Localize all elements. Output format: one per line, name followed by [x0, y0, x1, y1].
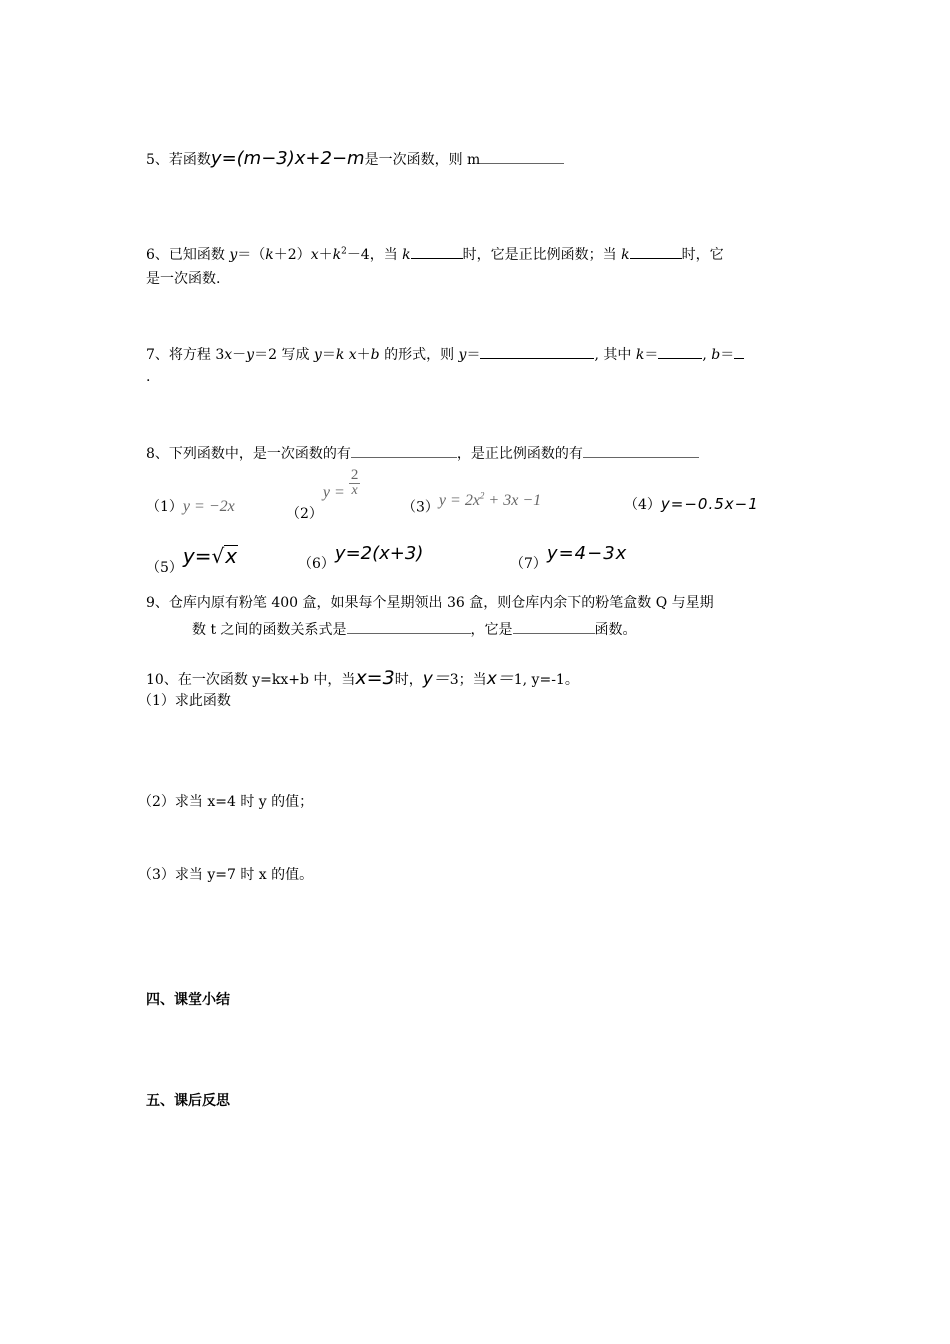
option-sup: 2	[479, 491, 485, 501]
section-4-heading: 四、课堂小结	[146, 992, 230, 1008]
q7-text: ＝	[720, 347, 735, 363]
q6-var: y	[229, 247, 238, 263]
section-5-heading: 五、课后反思	[146, 1093, 230, 1109]
q10-sub1-text: （1）求此函数	[138, 693, 231, 709]
fraction	[349, 468, 361, 498]
q5-prefix: 5、若函数	[146, 152, 211, 168]
question-6-line2	[146, 272, 220, 286]
q9-text: 函数。	[594, 622, 637, 638]
sqrt-radicand: x	[225, 544, 238, 568]
q10-sub2-text: （2）求当 x=4 时 y 的值；	[138, 794, 314, 810]
q6-text: 时，它是正比例函数；当	[462, 247, 622, 263]
q6-text: ＋	[318, 247, 333, 263]
fraction-denominator: x	[351, 483, 358, 498]
q10-sub3-text: （3）求当 y=7 时 x 的值。	[138, 867, 314, 883]
q8-option-2	[286, 467, 360, 522]
q7-blank-b[interactable]	[734, 346, 744, 359]
q7-blank-y[interactable]	[480, 346, 594, 359]
question-7-line1	[146, 346, 744, 362]
option-label: （1）	[146, 499, 183, 515]
q10-math: x=3	[355, 667, 395, 689]
q10-text: 3；当	[449, 672, 487, 688]
q7-text: ＝	[466, 347, 481, 363]
q10-sub-3	[138, 868, 313, 882]
q8-option-1	[146, 499, 235, 515]
q7-text: ＝	[321, 347, 336, 363]
q6-text: －4，当	[346, 247, 403, 263]
q6-var: k	[332, 247, 342, 263]
q10-sub-1	[138, 694, 231, 708]
q7-text: －	[232, 347, 247, 363]
q6-sup: 2	[341, 246, 347, 257]
q7-text: ＋	[356, 347, 371, 363]
section-class-summary	[146, 993, 230, 1007]
q6-var: x	[310, 247, 319, 263]
q8-text: ，是正比例函数的有	[456, 446, 583, 462]
q7-text: , 其中	[594, 347, 636, 363]
option-expr: y=2(x+3)	[334, 543, 424, 564]
q7-var: y	[313, 347, 322, 363]
question-5	[146, 150, 564, 168]
q8-option-7	[510, 543, 628, 572]
q10-text: 1, y=-1。	[513, 672, 579, 688]
q7-line2-text: .	[146, 369, 151, 385]
q7-blank-k[interactable]	[658, 346, 702, 359]
q10-text: 10、在一次函数 y=kx+b 中，当	[146, 672, 356, 688]
q8-option-4	[624, 497, 759, 512]
option-expr: y =	[322, 484, 345, 501]
q10-math: x＝	[486, 669, 514, 689]
q7-var: y	[458, 347, 467, 363]
q8-blank-linear[interactable]	[351, 445, 457, 458]
q7-var: b	[711, 347, 721, 363]
q7-var: k	[635, 347, 645, 363]
q7-var: b	[370, 347, 380, 363]
option-label: （4）	[624, 497, 661, 513]
q8-text: 8、下列函数中，是一次函数的有	[146, 446, 351, 462]
q8-option-3	[402, 491, 542, 516]
q5-formula: y=(m−3)x+2−m	[210, 148, 365, 169]
section-after-class-reflection	[146, 1094, 230, 1108]
q7-var: y	[246, 347, 255, 363]
option-expr: y = −2x	[182, 498, 235, 515]
q7-var: x	[224, 347, 233, 363]
q5-answer-blank[interactable]	[480, 151, 564, 164]
fraction-numerator: 2	[350, 467, 359, 483]
question-8	[146, 445, 699, 461]
question-7-line2	[146, 370, 150, 384]
question-9-line1	[146, 596, 714, 610]
option-expr	[439, 492, 541, 509]
q7-text: ＝	[644, 347, 659, 363]
q7-text: ,	[702, 347, 712, 363]
q9-blank-type[interactable]	[513, 621, 595, 634]
q7-text: 7、将方程 3	[146, 347, 225, 363]
option-expr: y=4−3x	[546, 543, 628, 564]
q10-text: 时，	[394, 672, 423, 688]
q6-blank-2[interactable]	[630, 246, 682, 259]
q6-text: ＋2）	[273, 247, 311, 263]
q6-var: k	[621, 247, 630, 263]
question-10	[146, 669, 579, 688]
q6-text: 6、已知函数	[146, 247, 230, 263]
option-expr-b: + 3x −1	[484, 492, 542, 510]
q10-sub-2	[138, 795, 313, 809]
q10-math: y＝	[422, 669, 450, 689]
option-label: （7）	[510, 556, 547, 572]
q5-suffix: 是一次函数，则 m	[364, 152, 481, 168]
q6-blank-1[interactable]	[411, 246, 463, 259]
sqrt-icon: √	[211, 544, 225, 568]
q7-text: 的形式，则	[379, 347, 459, 363]
q8-blank-proportional[interactable]	[583, 445, 699, 458]
option-expr: y=−0.5x−1	[660, 495, 759, 513]
q7-var: x	[348, 347, 357, 363]
q9-text: 数 t 之间的函数关系式是	[192, 622, 347, 638]
q9-blank-relation[interactable]	[347, 621, 471, 634]
q8-option-6	[298, 543, 424, 572]
q9-text: ，它是	[470, 622, 513, 638]
option-label: （5）	[146, 560, 183, 576]
q6-text: 时，它	[681, 247, 724, 263]
q6-var: k	[265, 247, 274, 263]
option-label: （6）	[298, 556, 335, 572]
question-6-line1	[146, 246, 724, 262]
option-label: （3）	[402, 499, 439, 516]
q9-line1-text: 9、仓库内原有粉笔 400 盒，如果每个星期领出 36 盒，则仓库内余下的粉笔盒数 Q 与星期	[146, 595, 714, 611]
option-label: （2）	[286, 506, 323, 522]
option-expr: y=	[182, 544, 212, 568]
q6-text: ＝（	[237, 247, 266, 263]
option-expr-a: y = 2x	[438, 492, 480, 510]
q6-var: k	[402, 247, 411, 263]
q7-text: ＝2 写成	[254, 347, 314, 363]
q8-option-5	[146, 544, 238, 576]
q7-var: k	[335, 347, 345, 363]
q6-line2-text: 是一次函数.	[146, 271, 221, 287]
question-9-line2	[192, 621, 637, 637]
